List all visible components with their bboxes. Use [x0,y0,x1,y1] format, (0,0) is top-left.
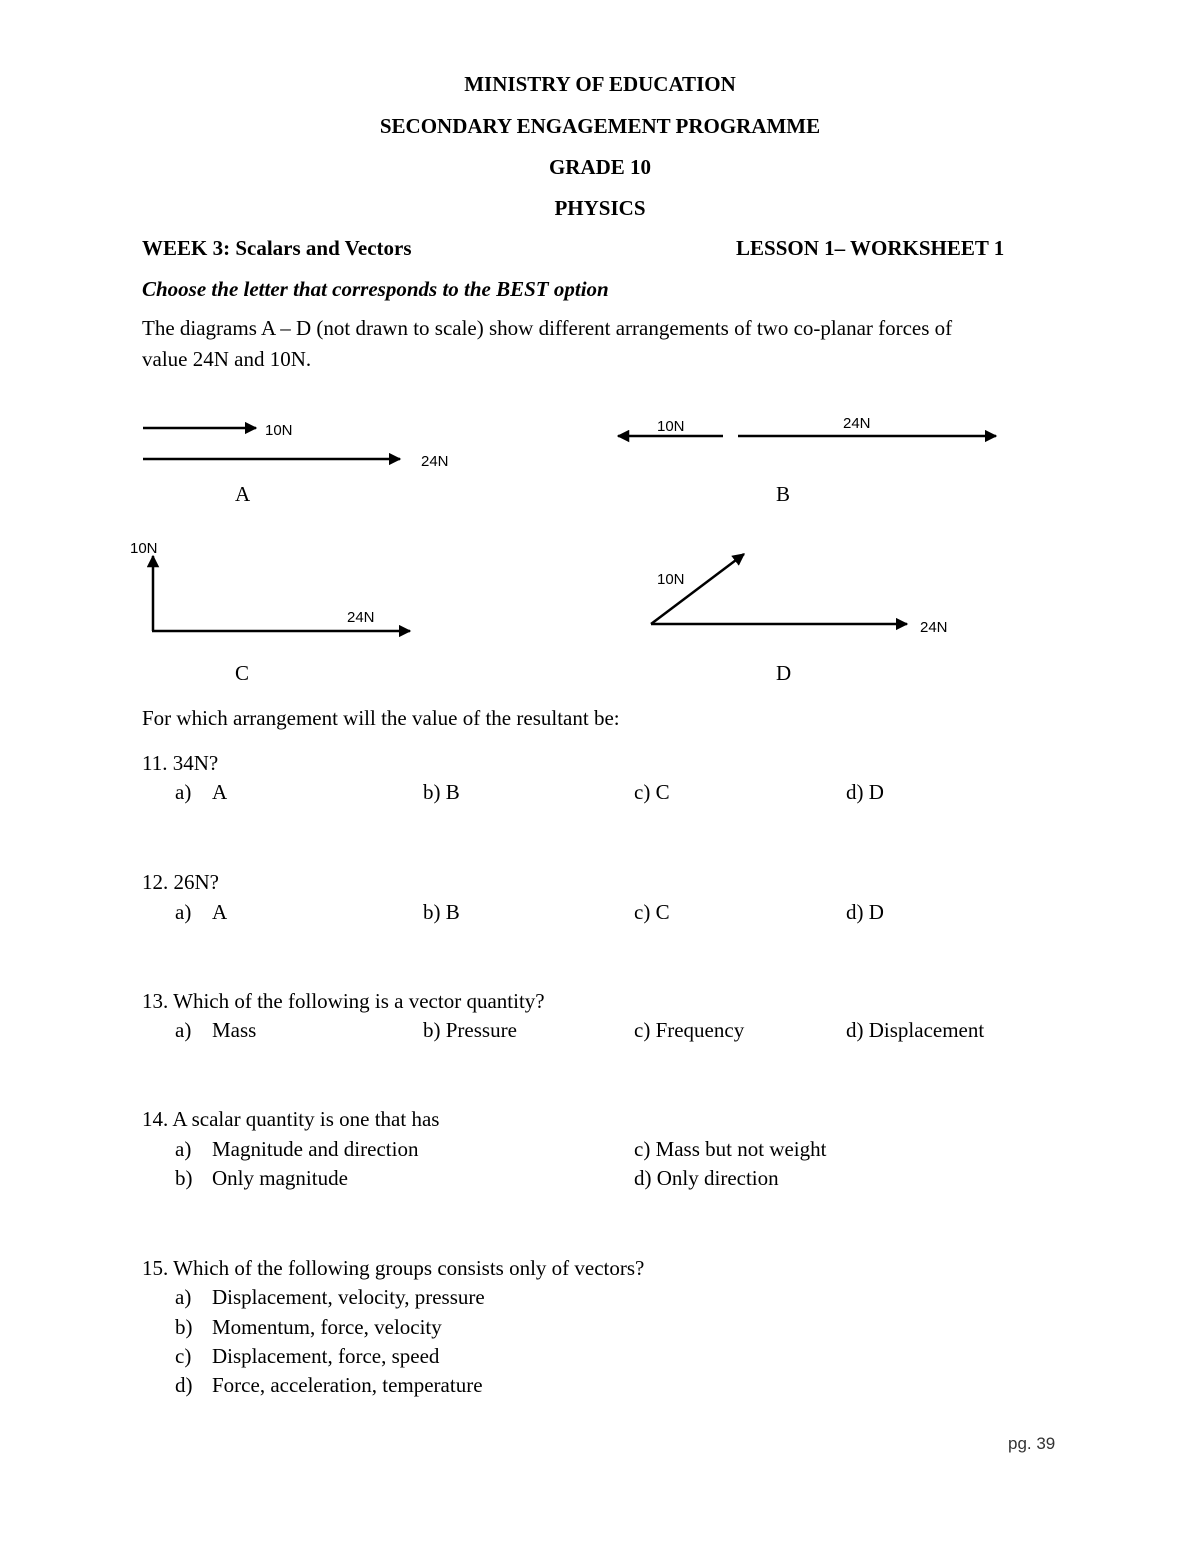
q11-option-c[interactable]: c) C [634,780,670,804]
force-diagrams [0,0,1200,700]
diagram-c-10n-label: 10N [130,540,158,557]
q14-option-c[interactable]: c) Mass but not weight [634,1137,827,1161]
q13-option-a-letter[interactable]: a) [175,1018,192,1042]
q14-option-a-letter[interactable]: a) [175,1137,192,1161]
diagram-a-24n-label: 24N [421,453,449,470]
q12-option-b[interactable]: b) B [423,900,460,924]
programme-title: SECONDARY ENGAGEMENT PROGRAMME [379,114,821,138]
diagram-a [143,422,449,470]
diagram-d-24n-label: 24N [920,619,948,636]
grade-title: GRADE 10 [548,155,652,179]
q11-option-d[interactable]: d) D [846,780,884,804]
diagram-d-caption: D [776,661,792,685]
diagram-b-24n-label: 24N [843,415,871,432]
week-title: WEEK 3: Scalars and Vectors [142,236,412,260]
q13-option-d[interactable]: d) Displacement [846,1018,985,1042]
q12-option-a-letter[interactable]: a) [175,900,192,924]
q15-option-d-letter[interactable]: d) [175,1373,193,1397]
q15-option-b[interactable]: Momentum, force, velocity [212,1315,442,1339]
question-11-text: 11. 34N? [142,751,219,775]
diagram-c [130,540,410,631]
diagram-d [651,554,948,636]
diagram-c-caption: C [235,661,250,685]
q14-option-b-letter[interactable]: b) [175,1166,193,1190]
diagram-b-caption: B [776,482,791,506]
diagram-c-24n-label: 24N [347,609,375,626]
q15-option-c[interactable]: Displacement, force, speed [212,1344,440,1368]
q12-option-d[interactable]: d) D [846,900,884,924]
question-14-text: 14. A scalar quantity is one that has [142,1107,440,1131]
q12-option-a[interactable]: A [212,900,228,924]
diagram-b [618,415,996,436]
diagram-a-caption: A [235,482,251,506]
intro-line-2: value 24N and 10N. [142,347,312,371]
q15-option-d[interactable]: Force, acceleration, temperature [212,1373,483,1397]
q14-option-b[interactable]: Only magnitude [212,1166,348,1190]
instruction: Choose the letter that corresponds to the BEST option [142,277,609,301]
page-number: pg. 39 [1008,1434,1056,1453]
question-12-text: 12. 26N? [142,870,219,894]
lesson-title: LESSON 1– WORKSHEET 1 [736,236,1005,260]
q11-option-b[interactable]: b) B [423,780,460,804]
diagram-a-10n-label: 10N [265,422,293,439]
q14-option-d[interactable]: d) Only direction [634,1166,779,1190]
q15-option-b-letter[interactable]: b) [175,1315,193,1339]
q12-option-c[interactable]: c) C [634,900,670,924]
diagram-b-10n-label: 10N [657,418,685,435]
resultant-prompt: For which arrangement will the value of the resultant be: [142,706,620,730]
question-13-text: 13. Which of the following is a vector quantity? [142,989,545,1013]
subject-title: PHYSICS [554,196,646,220]
ministry-title: MINISTRY OF EDUCATION [464,72,736,96]
question-15-text: 15. Which of the following groups consists only of vectors? [142,1256,645,1280]
q13-option-a[interactable]: Mass [212,1018,257,1042]
q11-option-a-letter[interactable]: a) [175,780,192,804]
q13-option-c[interactable]: c) Frequency [634,1018,745,1042]
diagram-d-10n-arrow [651,554,744,624]
q15-option-c-letter[interactable]: c) [175,1344,192,1368]
intro-line-1: The diagrams A – D (not drawn to scale) show different arrangements of two co-planar forces of [142,316,953,340]
q11-option-a[interactable]: A [212,780,228,804]
q15-option-a[interactable]: Displacement, velocity, pressure [212,1285,485,1309]
diagram-d-10n-label: 10N [657,571,685,588]
q13-option-b[interactable]: b) Pressure [423,1018,517,1042]
q14-option-a[interactable]: Magnitude and direction [212,1137,419,1161]
q15-option-a-letter[interactable]: a) [175,1285,192,1309]
